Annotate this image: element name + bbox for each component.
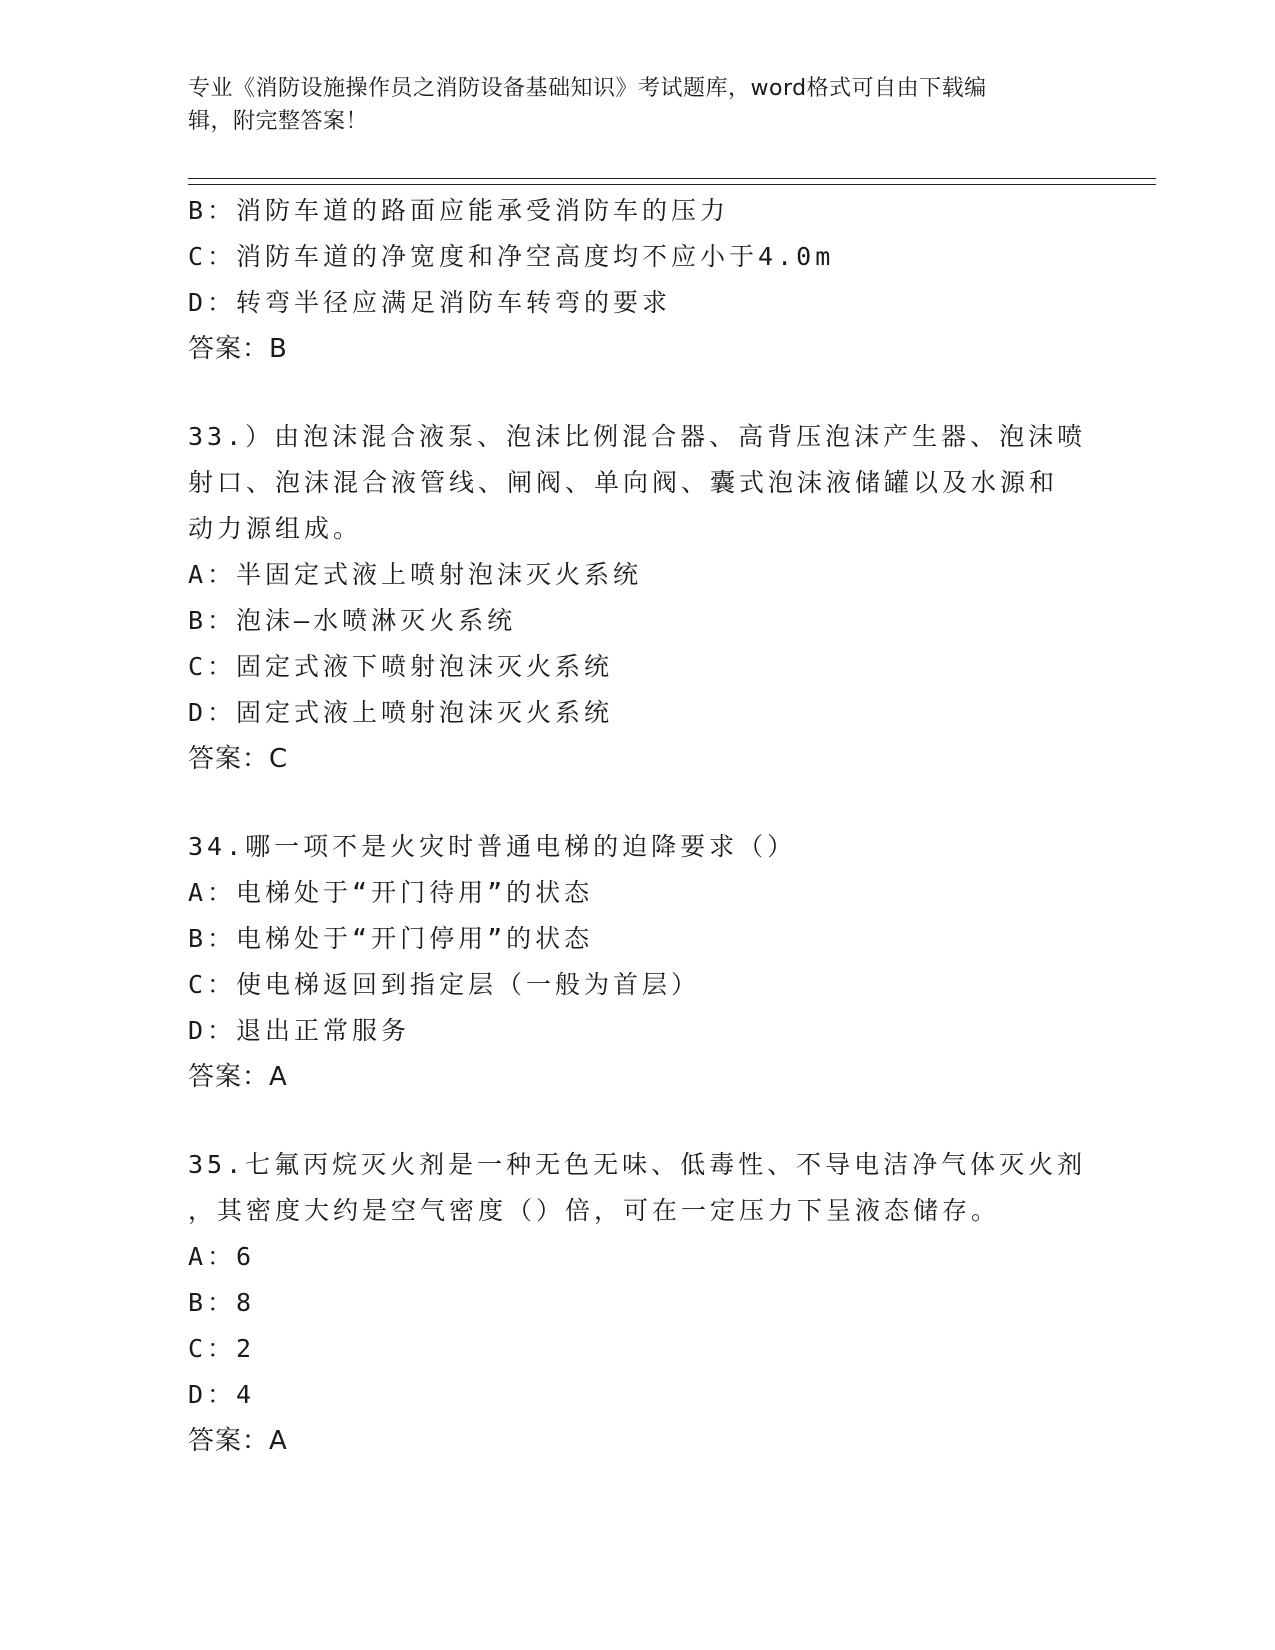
question-text-line: 34.哪一项不是火灾时普通电梯的迫降要求（） [188, 832, 797, 861]
header-divider-bottom [188, 184, 1156, 185]
question-content [188, 188, 1088, 1464]
answer-line: 答案：C [188, 744, 289, 774]
option-a: A：半固定式液上喷射泡沫灭火系统 [188, 560, 643, 589]
header-line-2: 辑，附完整答案！ [188, 109, 369, 134]
question-35 [188, 1142, 1088, 1464]
header-line-1: 专业《消防设施操作员之消防设备基础知识》考试题库，word格式可自由下载编 [188, 76, 987, 101]
option-c: C：2 [188, 1334, 256, 1363]
question-34 [188, 824, 1088, 1100]
option-c: C：消防车道的净宽度和净空高度均不应小于4.0m [188, 242, 835, 271]
spacer [188, 782, 1088, 824]
spacer [188, 1100, 1088, 1142]
question-text-line: 35.七氟丙烷灭火剂是一种无色无味、低毒性、不导电洁净气体灭火剂 [188, 1150, 1087, 1179]
option-d: D：退出正常服务 [188, 1016, 411, 1045]
spacer [188, 372, 1088, 414]
option-d: D：固定式液上喷射泡沫灭火系统 [188, 698, 614, 727]
document-header [188, 72, 1068, 138]
question-text-line: 33.）由泡沫混合液泵、泡沫比例混合器、高背压泡沫产生器、泡沫喷 [188, 422, 1087, 451]
question-text-line: 射口、泡沫混合液管线、闸阀、单向阀、囊式泡沫液储罐以及水源和 [188, 468, 1059, 497]
question-32 [188, 188, 1088, 372]
option-a: A：6 [188, 1242, 256, 1271]
header-divider-top [188, 178, 1156, 179]
option-b: B：泡沫—水喷淋灭火系统 [188, 606, 517, 635]
question-text-line: ，其密度大约是空气密度（）倍，可在一定压力下呈液态储存。 [188, 1196, 1001, 1225]
answer-line: 答案：B [188, 334, 288, 364]
option-b: B：消防车道的路面应能承受消防车的压力 [188, 196, 730, 225]
answer-line: 答案：A [188, 1426, 288, 1456]
answer-line: 答案：A [188, 1062, 288, 1092]
option-b: B：电梯处于“开门停用”的状态 [188, 924, 594, 953]
option-c: C：固定式液下喷射泡沫灭火系统 [188, 652, 614, 681]
option-c: C：使电梯返回到指定层（一般为首层） [188, 970, 701, 999]
question-text-line: 动力源组成。 [188, 514, 363, 543]
option-d: D：转弯半径应满足消防车转弯的要求 [188, 288, 672, 317]
option-b: B：8 [188, 1288, 256, 1317]
option-d: D：4 [188, 1380, 256, 1409]
option-a: A：电梯处于“开门待用”的状态 [188, 878, 594, 907]
question-33 [188, 414, 1088, 782]
